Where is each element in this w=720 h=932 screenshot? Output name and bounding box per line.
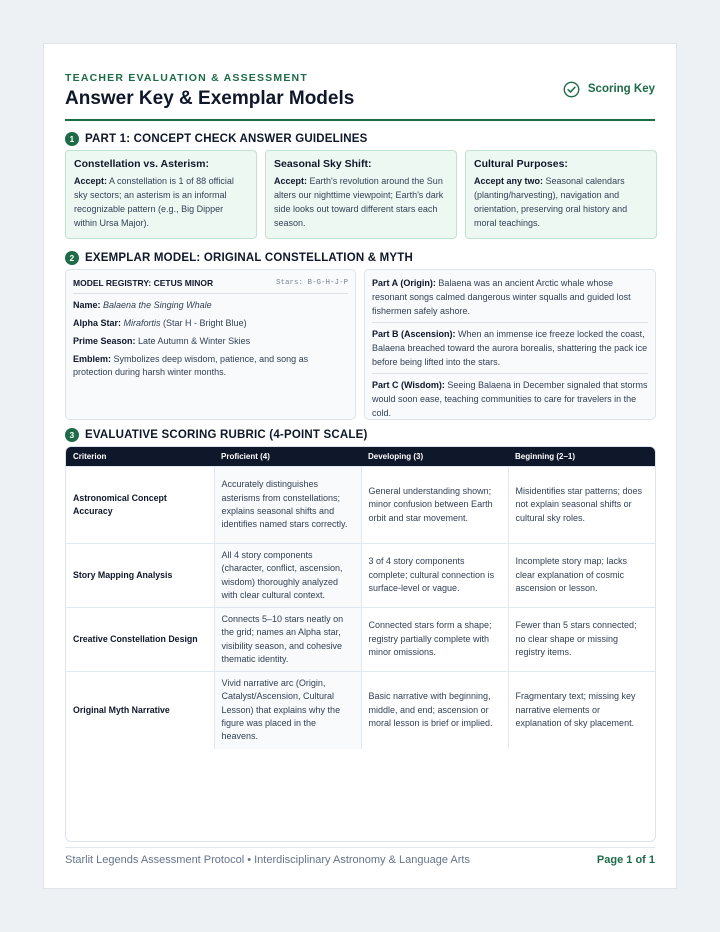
field-value: Symbolizes deep wisdom, patience, and song as protection during harsh winter months. — [73, 354, 309, 377]
field-label: Alpha Star: — [73, 318, 122, 328]
story-part-label: Part C (Wisdom): — [372, 380, 445, 390]
criterion-cell: Original Myth Narrative — [66, 672, 214, 749]
check-circle-icon — [563, 81, 580, 98]
section-title: EXEMPLAR MODEL: ORIGINAL CONSTELLATION & MYTH — [85, 252, 414, 264]
proficient-cell: All 4 story components (character, conflict, ascension, wisdom) thoroughly analyzed with clear cultural context. — [214, 544, 361, 608]
story-part — [372, 378, 648, 424]
developing-cell: General understanding shown; minor confusion between Earth orbit and star movement. — [361, 467, 508, 544]
field-label: Prime Season: — [73, 336, 136, 346]
table-row — [66, 467, 655, 544]
registry-title: MODEL REGISTRY: CETUS MINOR — [73, 278, 214, 288]
guideline-body: Earth's revolution around the Sun alters our nighttime viewpoint; Earth's dark side looks out toward different stars each season. — [274, 176, 444, 228]
story-part-text: Balaena was an ancient Arctic whale whose resonant songs calmed dangerous winter squalls and guided lost fishermen safely ashore. — [372, 278, 631, 316]
registry-stars: Stars: B-G-H-J-P — [275, 279, 348, 287]
myth-story-card — [364, 269, 656, 420]
model-registry-card — [65, 269, 356, 420]
answer-key-page — [43, 43, 677, 889]
guideline-card — [265, 150, 457, 239]
guideline-card — [465, 150, 657, 239]
column-header: Developing (3) — [361, 447, 508, 467]
story-part-label: Part B (Ascension): — [372, 329, 456, 339]
guideline-lead: Accept any two: — [474, 176, 544, 186]
guideline-body: A constellation is 1 of 88 official sky sectors; an asterism is an informal recognizable pattern (e.g., Big Dipper within Ursa Major). — [74, 176, 234, 228]
guideline-title: Seasonal Sky Shift: — [274, 158, 372, 170]
section-number-badge: 2 — [65, 251, 79, 265]
criterion-cell: Creative Constellation Design — [66, 608, 214, 672]
concept-guidelines — [65, 150, 657, 239]
guideline-title: Cultural Purposes: — [474, 158, 568, 170]
guideline-text — [474, 174, 648, 230]
developing-cell: Basic narrative with beginning, middle, and end; ascension or moral lesson is brief or implied. — [361, 672, 508, 749]
table-row — [66, 672, 655, 749]
section-number-badge: 3 — [65, 428, 79, 442]
section-title: PART 1: CONCEPT CHECK ANSWER GUIDELINES — [85, 133, 368, 145]
table-row — [66, 544, 655, 608]
story-part-text: Seeing Balaena in December signaled that storms would soon ease, teaching communities to care for travelers in the cold. — [372, 380, 648, 418]
column-header: Proficient (4) — [214, 447, 361, 467]
field-value: Balaena the Singing Whale — [103, 300, 212, 310]
proficient-cell: Connects 5–10 stars neatly on the grid; names an Alpha star, visibility season, and cohesive thematic identity. — [214, 608, 361, 672]
registry-season — [73, 335, 348, 348]
page-number: Page 1 of 1 — [596, 854, 655, 866]
developing-cell: Connected stars form a shape; registry partially complete with minor omissions. — [361, 608, 508, 672]
registry-emblem — [73, 353, 348, 379]
guideline-card — [65, 150, 257, 239]
column-header: Criterion — [66, 447, 214, 467]
section-2-heading — [65, 250, 413, 266]
story-part-text: When an immense ice freeze locked the coast, Balaena breached toward the aurora borealis, shattering the pack ice before being lifted into the stars. — [372, 329, 648, 367]
guideline-text — [74, 174, 248, 230]
beginning-cell: Fragmentary text; missing key narrative elements or explanation of sky placement. — [508, 672, 655, 749]
guideline-lead: Accept: — [274, 176, 308, 186]
field-value: Late Autumn & Winter Skies — [135, 336, 251, 346]
field-label: Emblem: — [73, 354, 112, 364]
proficient-cell: Accurately distinguishes asterisms from constellations; explains seasonal shifts and identifies named stars correctly. — [214, 467, 361, 544]
story-part — [372, 327, 648, 374]
scoring-key-badge — [563, 79, 655, 99]
proficient-cell: Vivid narrative arc (Origin, Catalyst/Ascension, Cultural Lesson) that explains why the figure was placed in the heavens. — [214, 672, 361, 749]
scoring-rubric — [65, 446, 656, 842]
eyebrow-label: TEACHER EVALUATION & ASSESSMENT — [65, 72, 308, 84]
header-divider — [65, 119, 655, 121]
registry-name — [73, 299, 348, 312]
beginning-cell: Fewer than 5 stars connected; no clear shape or missing registry items. — [508, 608, 655, 672]
section-number-badge: 1 — [65, 132, 79, 146]
guideline-lead: Accept: — [74, 176, 108, 186]
guideline-body: Seasonal calendars (planting/harvesting), navigation and orientation, preserving oral history and moral teachings. — [474, 176, 628, 228]
footer-text: Starlit Legends Assessment Protocol • Interdisciplinary Astronomy & Language Arts — [65, 854, 470, 866]
story-part — [372, 276, 648, 323]
table-row — [66, 608, 655, 672]
rubric-header-row — [66, 447, 655, 467]
registry-alpha-star — [73, 317, 348, 330]
criterion-cell: Astronomical Concept Accuracy — [66, 467, 214, 544]
developing-cell: 3 of 4 story components complete; cultural connection is surface-level or vague. — [361, 544, 508, 608]
story-part-label: Part A (Origin): — [372, 278, 436, 288]
footer-divider — [65, 847, 655, 848]
registry-header — [73, 278, 348, 294]
criterion-cell: Story Mapping Analysis — [66, 544, 214, 608]
beginning-cell: Misidentifies star patterns; does not explain seasonal shifts or cultural sky roles. — [508, 467, 655, 544]
section-1-heading — [65, 131, 368, 147]
column-header: Beginning (2–1) — [508, 447, 655, 467]
guideline-title: Constellation vs. Asterism: — [74, 158, 209, 170]
field-value: Mirafortis — [123, 318, 161, 328]
rubric-table — [66, 447, 655, 749]
scoring-key-label: Scoring Key — [587, 83, 655, 95]
page-title: Answer Key & Exemplar Models — [65, 88, 355, 109]
guideline-text — [274, 174, 448, 230]
section-title: EVALUATIVE SCORING RUBRIC (4-POINT SCALE) — [85, 429, 368, 441]
field-note: (Star H - Bright Blue) — [160, 318, 247, 328]
field-label: Name: — [73, 300, 101, 310]
beginning-cell: Incomplete story map; lacks clear explanation of cosmic ascension or lesson. — [508, 544, 655, 608]
section-3-heading — [65, 427, 368, 443]
